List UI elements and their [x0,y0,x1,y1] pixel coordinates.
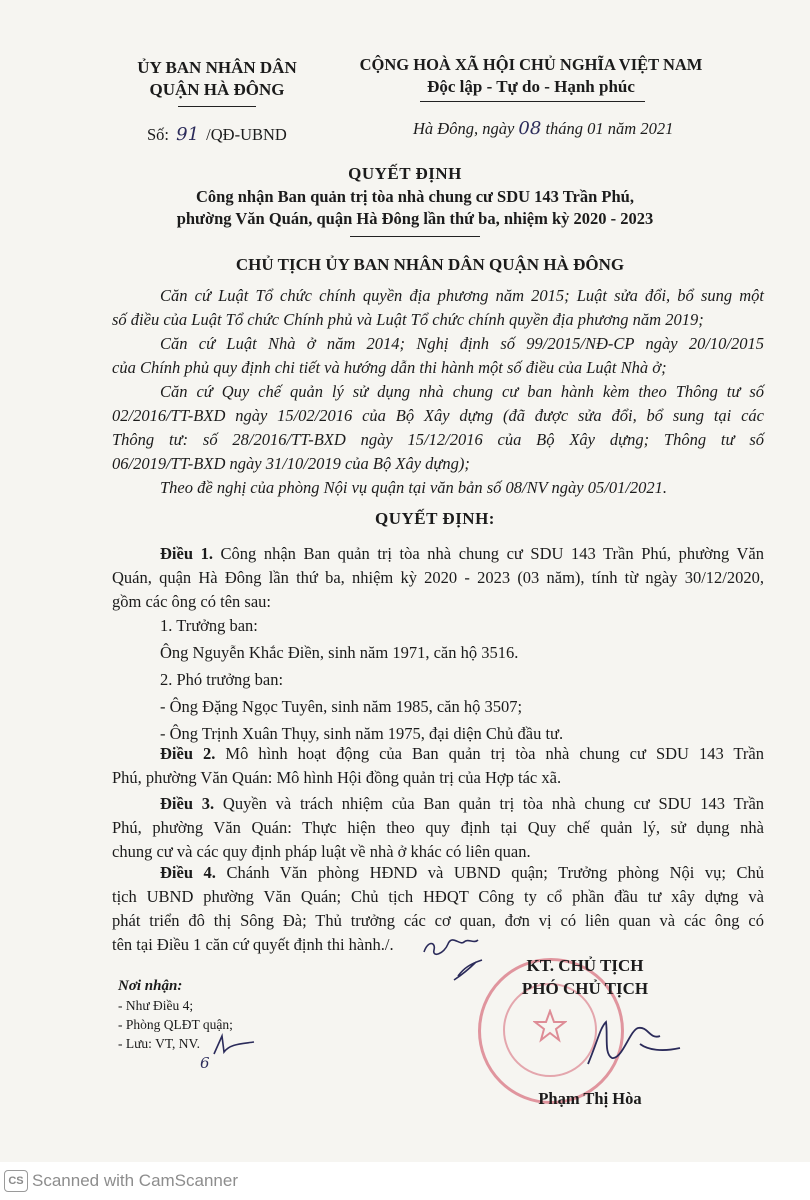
article-3 [112,792,764,864]
seal-star-icon [533,1009,567,1043]
preamble-1-line-1: Căn cứ Luật Tổ chức chính quyền địa phương năm 2015; Luật sửa đổi, bổ sung một [160,286,764,305]
initials-scribble [418,930,498,990]
scanner-watermark-bar [0,1162,810,1200]
issuer-line-2: QUẬN HÀ ĐÔNG [149,80,285,99]
article-4-label: Điều 4. [160,863,216,882]
signer-name: Phạm Thị Hòa [538,1089,642,1108]
decision-subtitle-2: phường Văn Quán, quận Hà Đông lần thứ ba, nhiệm kỳ 2020 - 2023 [176,209,654,228]
preamble-3 [112,380,764,476]
article-4-line-2: tịch UBND phường Văn Quán; Chủ tịch HĐQT Công ty cổ phần đầu tư xây dựng và [112,887,764,906]
article-2-line-2: Phú, phường Văn Quán: Mô hình Hội đồng quản trị của Hợp tác xã. [112,768,562,787]
article-1-line-2: Quán, quận Hà Đông lần thứ ba, nhiệm kỳ 2020 - 2023 (03 năm), tính từ ngày 30/12/2020, [112,568,764,587]
issuer-line-1: ỦY BAN NHÂN DÂN [137,58,297,77]
authority-heading: CHỦ TỊCH ỦY BAN NHÂN DÂN QUẬN HÀ ĐÔNG [235,255,625,274]
camscanner-logo-icon: CS [4,1170,28,1192]
item-chief-person: Ông Nguyễn Khắc Điền, sinh năm 1971, căn hộ 3516. [160,643,519,662]
article-1-line-1 [112,542,764,566]
recipient-2: - Phòng QLĐT quận; [118,1017,233,1032]
article-4-line-1 [112,861,764,885]
preamble-4-line-1: Theo đề nghị của phòng Nội vụ quận tại văn bản số 08/NV ngày 05/01/2021. [160,478,668,497]
article-1 [112,542,764,614]
date-month-label: tháng [545,119,584,138]
article-3-label: Điều 3. [160,794,215,813]
document-number [147,124,287,145]
article-4-line-4: tên tại Điều 1 căn cứ quyết định thi hành./. [112,935,394,954]
recipient-3: - Lưu: VT, NV. [118,1036,200,1051]
preamble-3-line-2: 02/2016/TT-BXD ngày 15/02/2016 của Bộ Xây dựng (đã được sửa đổi, bổ sung tại các [112,406,764,425]
article-4-line-3: phát triển đô thị Sông Đà; Thủ trưởng các cơ quan, đơn vị có liên quan và các ông có [112,911,764,930]
article-2 [112,742,764,790]
date-day: 08 [518,118,542,139]
issuer-underline [178,106,256,107]
preamble-3-line-3: Thông tư: số 28/2016/TT-BXD ngày 15/12/2016 của Bộ Xây dựng; Thông tư số [112,430,764,449]
decision-subtitle-1: Công nhận Ban quản trị tòa nhà chung cư SDU 143 Trần Phú, [196,187,634,206]
signature-role-1: KT. CHỦ TỊCH [526,956,644,975]
article-2-text-1: Mô hình hoạt động của Ban quản trị tòa nhà chung cư SDU 143 Trần [225,744,765,763]
item-deputy-label: 2. Phó trưởng ban: [160,670,284,689]
article-3-line-3: chung cư và các quy định pháp luật về nhà ở khác có liên quan. [112,842,531,861]
national-motto: Độc lập - Tự do - Hạnh phúc [427,77,635,96]
number-prefix: Số: [147,125,170,144]
number-handwritten: 91 [176,124,200,145]
preamble-2-line-2: của Chính phủ quy định chi tiết và hướng dẫn thi hành một số điều của Luật Nhà ở; [112,358,667,377]
motto-underline [420,101,645,102]
preamble-2-line-1: Căn cứ Luật Nhà ở năm 2014; Nghị định số 99/2015/NĐ-CP ngày 20/10/2015 [160,334,764,353]
preamble-3-line-1: Căn cứ Quy chế quản lý sử dụng nhà chung cư ban hành kèm theo Thông tư số [160,382,764,401]
recipient-1: - Như Điều 4; [118,998,194,1013]
article-3-text-1: Quyền và trách nhiệm của Ban quản trị tòa nhà chung cư SDU 143 Trần [222,794,765,813]
preamble-1 [112,284,764,332]
article-1-label: Điều 1. [160,544,213,563]
article-1-text-1: Công nhận Ban quản trị tòa nhà chung cư SDU 143 Trần Phú, phường Văn [220,544,765,563]
preamble-3-line-4: 06/2019/TT-BXD ngày 31/10/2019 của Bộ Xây dựng); [112,454,470,473]
date-year-label: năm [607,119,637,138]
date-month: 01 [587,119,604,138]
item-deputy-person-1: - Ông Đặng Ngọc Tuyên, sinh năm 1985, căn hộ 3507; [160,697,523,716]
article-1-line-3: gồm các ông có tên sau: [112,592,271,611]
issue-date [413,118,673,139]
signature-role-2: PHÓ CHỦ TỊCH [521,979,649,998]
camscanner-watermark-text: Scanned with CamScanner [32,1171,239,1190]
article-2-label: Điều 2. [160,744,216,763]
national-title: CỘNG HOÀ XÃ HỘI CHỦ NGHĨA VIỆT NAM [359,55,703,74]
title-underline [350,236,480,237]
decision-title: QUYẾT ĐỊNH [348,164,462,183]
recipients-handwritten-count: 6 [200,1054,210,1072]
preamble-2 [112,332,764,380]
handwritten-signature [578,1010,688,1080]
item-chief-label: 1. Trưởng ban: [160,616,258,635]
article-1-items [160,614,764,746]
preamble-4 [160,476,764,500]
recipients-label: Nơi nhận: [118,978,183,994]
number-suffix: /QĐ-UBND [206,125,287,144]
date-year: 2021 [640,119,674,138]
decision-heading: QUYẾT ĐỊNH: [375,509,495,528]
recipients-initial-mark [210,1030,260,1060]
article-2-line-1 [112,742,764,766]
article-3-line-1 [112,792,764,816]
article-4-text-1: Chánh Văn phòng HĐND và UBND quận; Trưởng phòng Nội vụ; Chủ [226,863,765,882]
item-deputy-person-2: - Ông Trịnh Xuân Thụy, sinh năm 1975, đại diện Chủ đầu tư. [160,724,564,743]
article-3-line-2: Phú, phường Văn Quán: Thực hiện theo quy định tại Quy chế quản lý, sử dụng nhà [112,818,764,837]
preamble-1-line-2: số điều của Luật Tổ chức Chính phủ và Luật Tổ chức chính quyền địa phương năm 2019; [112,310,704,329]
date-place: Hà Đông, ngày [413,119,515,138]
